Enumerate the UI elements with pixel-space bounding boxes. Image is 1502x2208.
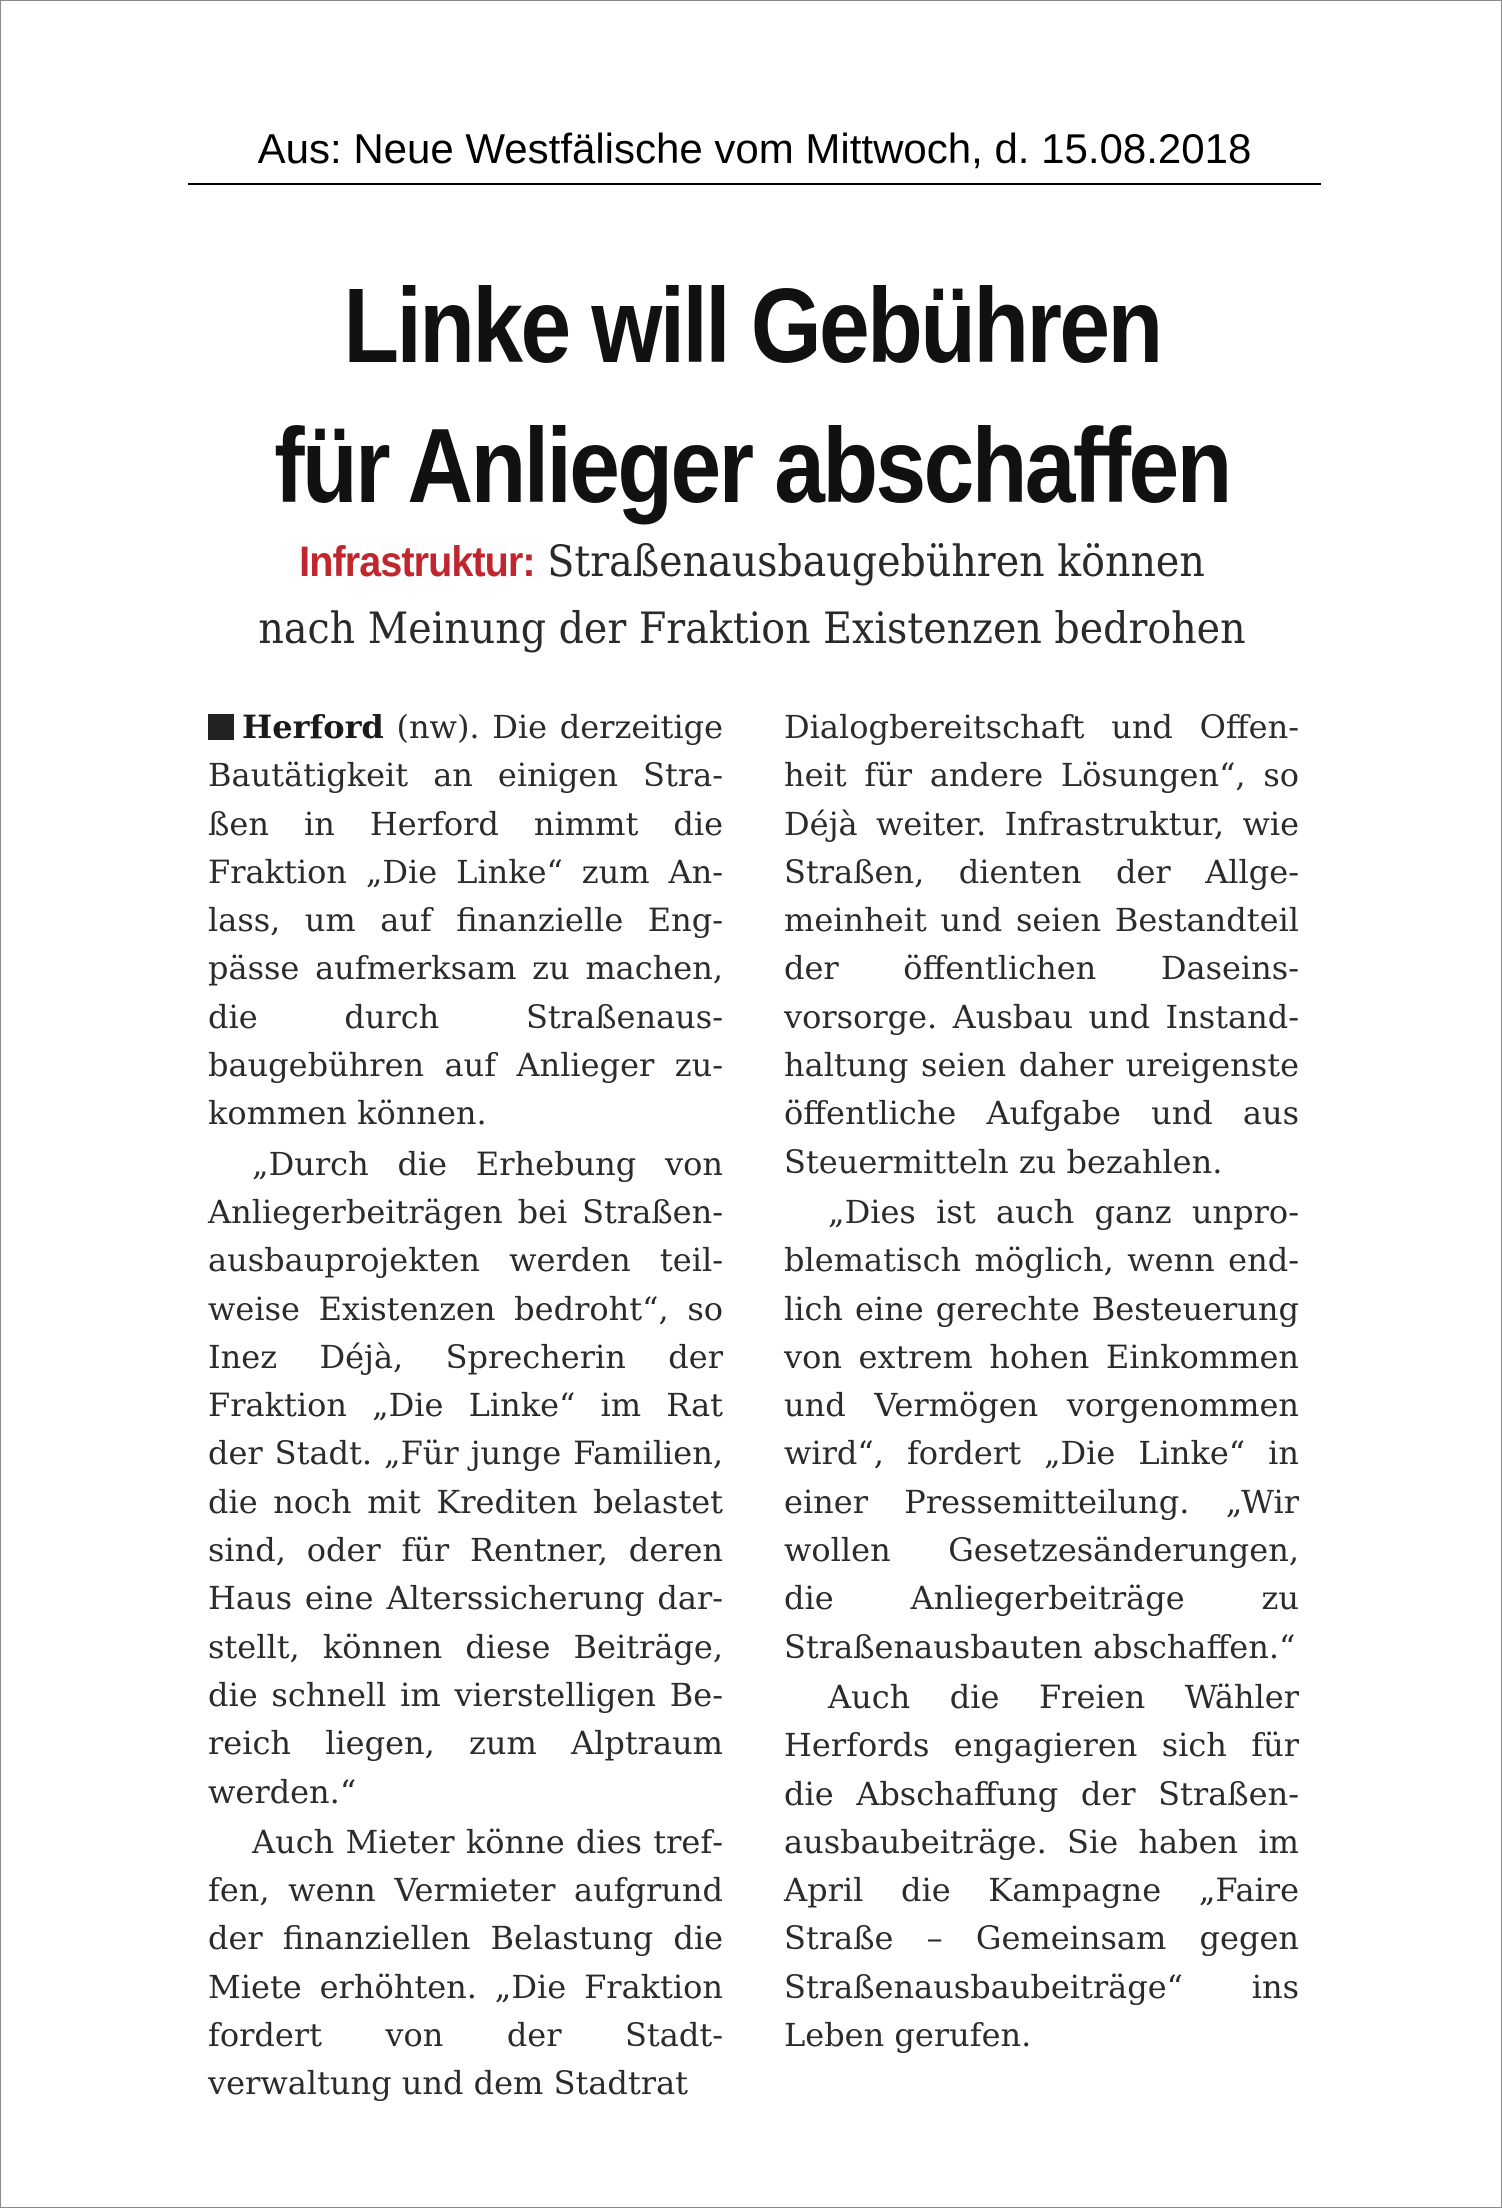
headline-line-1: Linke will Gebühren — [343, 267, 1161, 385]
square-bullet-icon — [208, 714, 234, 740]
headline-line-2: für Anlieger abschaffen — [274, 407, 1230, 525]
article-paragraph-4: Dialogbereitschaft und Offenheit für andere Lösungen“, so Déjà weiter. Infrastruktur, wie Straßen, dienten der Allgemeinheit und seien Bestandteil der öffentlichen Daseinsvorsorge. Ausbau und Instandhaltung seien daher ureigenste öffentliche Aufgabe und aus Steuermitteln zu bezahlen. — [784, 708, 1299, 1181]
subheadline-line-1 — [61, 529, 1443, 596]
article-paragraph-1 — [208, 703, 723, 1138]
subheadline — [61, 529, 1443, 663]
headline — [106, 256, 1398, 536]
article-paragraph-2: „Durch die Erhebung von Anliegerbeiträgen bei Straßenausbauprojekten werden teilweise Existenzen bedroht“, so Inez Déjà, Sprecherin der Fraktion „Die Linke“ im Rat der Stadt. „Für junge Familien, die noch mit Krediten belastet sind, oder für Rentner, deren Haus eine Alterssicherung darstellt, können diese Beiträge, die schnell im vierstelligen Bereich liegen, zum Alptraum werden.“ — [208, 1144, 723, 1811]
subheadline-line-2: nach Meinung der Fraktion Existenzen bedrohen — [258, 604, 1246, 654]
kicker: Infrastruktur: — [299, 538, 535, 586]
article-column-right — [784, 703, 1299, 2059]
article-paragraph-3: Auch Mieter könne dies treffen, wenn Vermieter aufgrund der finanziellen Belastung die Miete erhöhten. „Die Fraktion fordert von der Stadtverwaltung und dem Stadtrat — [208, 1822, 723, 2103]
article-paragraph-6: Auch die Freien Wähler Herfords engagieren sich für die Abschaffung der Straßenausbaubeiträge. Sie haben im April die Kampagne „Faire Straße – Gemeinsam gegen Straßenausbaubeiträge“ ins Leben gerufen. — [784, 1677, 1299, 2055]
dateline: Herford — [242, 708, 384, 746]
article-column-left — [208, 703, 723, 2108]
subheadline-text-1: Straßenausbaugebühren können — [547, 537, 1205, 587]
paragraph-1-text: (nw). Die derzeitige Bautätigkeit an einigen Straßen in Herford nimmt die Fraktion „Die Linke“ zum Anlass, um auf finanzielle Engpässe aufmerksam zu machen, die durch Straßenausbaugebühren auf Anlieger zukommen können. — [208, 708, 723, 1133]
article-paragraph-5: „Dies ist auch ganz unproblematisch möglich, wenn endlich eine gerechte Besteuerung von extrem hohen Einkommen und Vermögen vorgenommen wird“, fordert „Die Linke“ in einer Pressemitteilung. „Wir wollen Gesetzesänderungen, die Anliegerbeiträge zu Straßenausbauten abschaffen.“ — [784, 1192, 1299, 1666]
source-line: Aus: Neue Westfälische vom Mittwoch, d. 15.08.2018 — [188, 119, 1321, 185]
